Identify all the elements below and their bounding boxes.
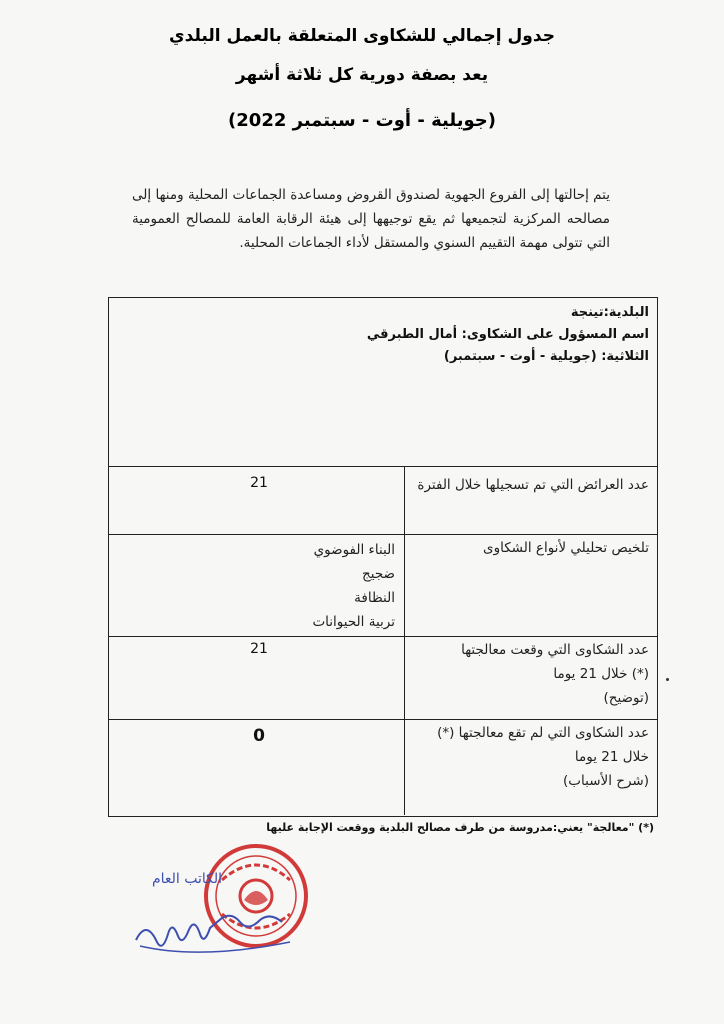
list-item: النظافة [354, 590, 395, 606]
processed-complaints-value: 21 [250, 641, 268, 657]
reporting-period: (جويلية - أوت - سبتمبر 2022) [228, 110, 496, 131]
quarter-label: الثلاثية: (جويلية - أوت - سبتمبر) [443, 349, 649, 364]
unprocessed-complaints-value: 0 [253, 726, 265, 746]
signatory-title: الكاتب العام [151, 871, 223, 887]
document-title: جدول إجمالي للشكاوى المتعلقة بالعمل البلدي [169, 26, 555, 46]
registered-petitions-value: 21 [250, 475, 268, 491]
table-header-info [367, 302, 649, 368]
complaints-table [108, 297, 658, 817]
row-divider [109, 636, 657, 637]
stray-mark [666, 678, 669, 681]
row-divider [109, 466, 657, 467]
row-divider [109, 534, 657, 535]
processed-complaints-label: عدد الشكاوى التي وقعت معالجتها (*) خلال 21 يوما (توضيح) [461, 642, 649, 706]
list-item: البناء الفوضوي [313, 542, 395, 558]
registered-petitions-label: عدد العرائض التي تم تسجيلها خلال الفترة [417, 477, 649, 493]
complaint-types-label: تلخيص تحليلي لأنواع الشكاوى [483, 540, 649, 556]
list-item: ضجيج [362, 566, 395, 582]
complaint-types-list [115, 538, 395, 634]
document-subtitle: يعد بصفة دورية كل ثلاثة أشهر [235, 65, 489, 85]
column-divider [404, 466, 405, 815]
unprocessed-complaints-label: عدد الشكاوى التي لم تقع معالجتها (*) خلال 21 يوما (شرح الأسباب) [437, 725, 649, 789]
list-item: تربية الحيوانات [312, 614, 395, 630]
footnote: (*) "معالجة" يعني:مدروسة من طرف مصالح البلدية ووقعت الإجابة عليها [266, 821, 654, 834]
complaints-officer: اسم المسؤول على الشكاوى: أمال الطبرقي [366, 327, 649, 342]
intro-paragraph: يتم إحالتها إلى الفروع الجهوية لصندوق القروض ومساعدة الجماعات المحلية ومنها إلى مصالحه المركزية لتجميعها ثم يقع توجيهها إلى هيئة الرقابة العامة للمصالح العمومية التي تتولى مهمة التقييم السنوي والمستقل لأداء الجماعات المحلية. [132, 187, 610, 251]
row-divider [109, 719, 657, 720]
handwritten-signature-icon [128, 900, 308, 960]
municipality-name: البلدية:تينجة [570, 305, 649, 320]
